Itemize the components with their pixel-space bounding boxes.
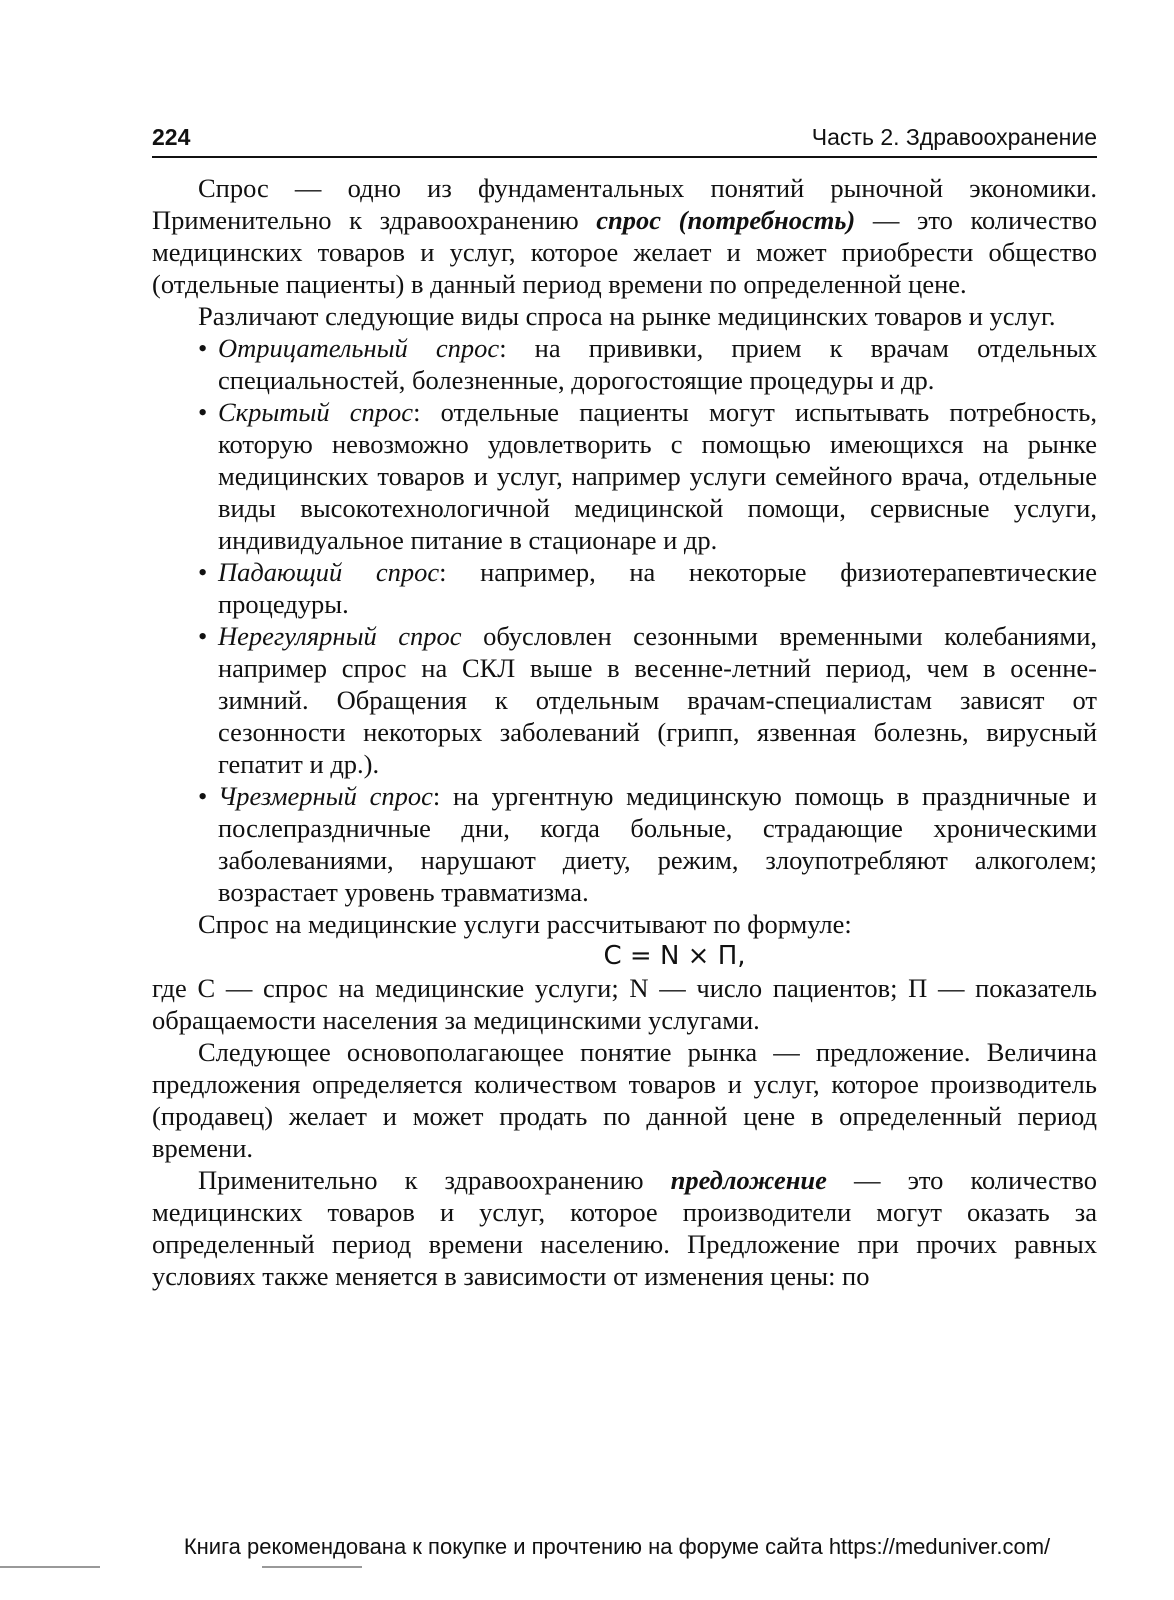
bullet-term: Отрицательный спрос <box>218 333 500 363</box>
bullet-term: Нерегулярный спрос <box>218 621 462 651</box>
demand-types-list <box>152 332 1097 908</box>
bullet-text: обусловлен сезонными временными колебаниями, например спрос на СКЛ выше в весенне-летний период, чем в осенне-зимний. Обращения к отдельным врачам-специалистам зависят от сезонности некоторых заболеваний (грипп, язвенная болезнь, вирусный гепатит и др.). <box>218 621 1097 779</box>
page-number: 224 <box>152 124 191 150</box>
bullet-text: : например, на некоторые физиотерапевтические процедуры. <box>218 557 1097 619</box>
text-fragment: — это количество медицинских товаров и услуг, которое желает и может приобрести общество (отдельные пациенты) в данный период времени по определенной цене. <box>152 205 1097 299</box>
bullet-text: : на ургентную медицинскую помощь в праздничные и послепраздничные дни, когда больные, страдающие хроническими заболеваниями, нарушают диету, режим, злоупотребляют алкоголем; возрастает уровень травматизма. <box>218 781 1097 907</box>
list-item <box>198 556 1097 620</box>
term-demand: спрос (потребность) <box>596 205 856 235</box>
paragraph-supply-definition <box>152 1164 1097 1292</box>
page-header <box>152 118 1097 158</box>
bullet-term: Скрытый спрос <box>218 397 414 427</box>
body-text <box>152 172 1097 1292</box>
paragraph-demand-types-intro: Различают следующие виды спроса на рынке медицинских товаров и услуг. <box>198 301 1056 331</box>
demand-formula: С = N × П, <box>603 941 746 971</box>
paragraph-formula-legend: где С — спрос на медицинские услуги; N — число пациентов; П — показатель обращаемости населения за медицинскими услугами. <box>152 973 1097 1035</box>
paragraph-supply-concept: Следующее основополагающее понятие рынка — предложение. Величина предложения определяется количеством товаров и услуг, которое производитель (продавец) желает и может продать по данной цене в определенный период времени. <box>152 1037 1097 1163</box>
bullet-text: : на прививки, прием к врачам отдельных специальностей, болезненные, дорогостоящие процедуры и др. <box>218 333 1097 395</box>
list-item <box>198 332 1097 396</box>
text-fragment: — это количество медицинских товаров и услуг, которое производители могут оказать за определенный период времени населению. Предложение при прочих равных условиях также меняется в зависимости от изменения цены: по <box>152 1165 1097 1291</box>
bullet-term: Падающий спрос <box>218 557 440 587</box>
list-item <box>198 396 1097 556</box>
text-fragment: Спрос — одно из фундаментальных понятий рыночной экономики. Применительно к здравоохранению <box>152 173 1097 235</box>
running-title: Часть 2. Здравоохранение <box>811 124 1097 150</box>
bullet-text: : отдельные пациенты могут испытывать потребность, которую невозможно удовлетворить с помощью имеющихся на рынке медицинских товаров и услуг, например услуги семейного врача, отдельные виды высокотехнологичной медицинской помощи, сервисные услуги, индивидуальное питание в стационаре и др. <box>218 397 1097 555</box>
list-item <box>198 620 1097 780</box>
footer-rule-mid <box>262 1566 362 1568</box>
list-item <box>198 780 1097 908</box>
footer-note: Книга рекомендована к покупке и прочтению на форуме сайта https://meduniver.com/ <box>183 1534 1051 1559</box>
bullet-term: Чрезмерный спрос <box>218 781 433 811</box>
paragraph-demand-definition <box>152 172 1097 300</box>
term-supply: предложение <box>670 1165 827 1195</box>
footer-rule-left <box>0 1566 100 1568</box>
paragraph-formula-intro: Спрос на медицинские услуги рассчитывают по формуле: <box>198 909 852 939</box>
text-fragment: Применительно к здравоохранению <box>198 1165 671 1195</box>
